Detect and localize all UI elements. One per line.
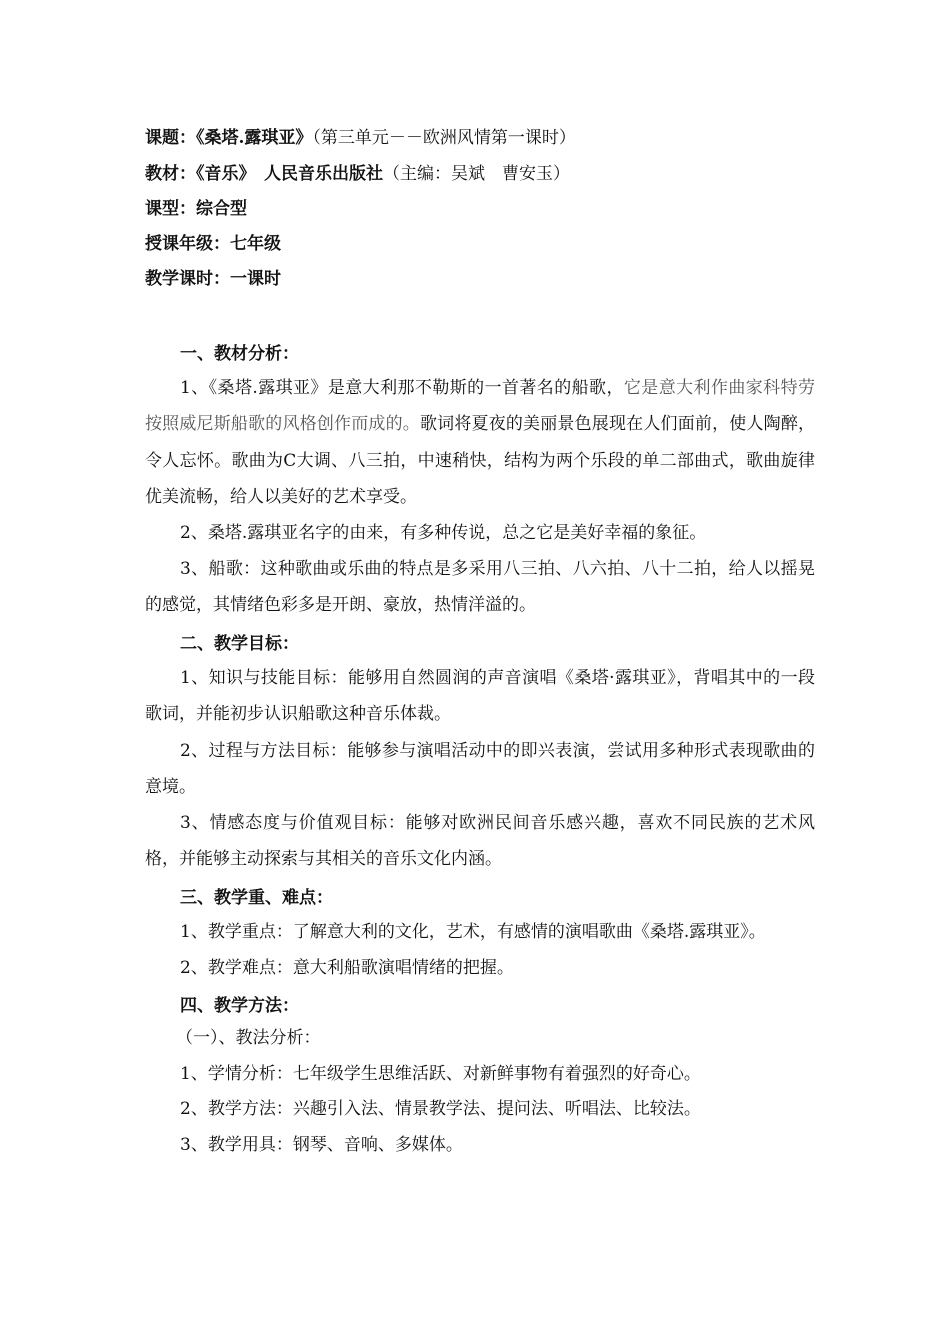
section-3-paragraph-2: 2、教学难点：意大利船歌演唱情绪的把握。 xyxy=(180,958,514,978)
material-book: 《音乐》 人民音乐出版社 xyxy=(196,164,383,184)
section-3-paragraph-1: 1、教学重点：了解意大利的文化，艺术，有感情的演唱歌曲《桑塔.露琪亚》。 xyxy=(180,922,766,942)
s1-p1-part-b: 它是意大利作曲家科特劳按照威尼斯船歌的风格创作而成的。 xyxy=(145,378,816,435)
section-1-paragraph-3: 3、船歌：这种歌曲或乐曲的特点是多采用八三拍、八六拍、八十二拍，给人以摇晃的感觉，其情绪色彩多是开朗、豪放，热情洋溢的。 xyxy=(145,559,815,616)
topic-note: （第三单元－－欧洲风情第一课时） xyxy=(312,128,576,148)
section-2-heading: 二、教学目标： xyxy=(180,634,299,654)
section-4-heading: 四、教学方法： xyxy=(180,996,299,1016)
section-4-paragraph-2: 2、教学方法：兴趣引入法、情景教学法、提问法、听唱法、比较法。 xyxy=(180,1099,701,1119)
lesson-type-line: 课型：综合型 xyxy=(145,199,247,219)
topic-title: 《桑塔.露琪亚》 xyxy=(196,128,313,148)
section-2-paragraph-1: 1、知识与技能目标：能够用自然圆润的声音演唱《桑塔·露琪亚》，背唱其中的一段歌词，并能初步认识船歌这种音乐体裁。 xyxy=(145,668,815,725)
hours-line: 教学课时：一课时 xyxy=(145,269,281,289)
section-2-paragraph-3: 3、情感态度与价值观目标：能够对欧洲民间音乐感兴趣，喜欢不同民族的艺术风格，并能够主动探索与其相关的音乐文化内涵。 xyxy=(145,813,815,870)
material-note: （主编：吴斌 曹安玉） xyxy=(383,164,570,184)
section-1-paragraph-2: 2、桑塔.露琪亚名字的由来，有多种传说，总之它是美好幸福的象征。 xyxy=(180,523,707,543)
section-2-paragraph-2: 2、过程与方法目标：能够参与演唱活动中的即兴表演，尝试用多种形式表现歌曲的意境。 xyxy=(145,741,815,798)
section-4-paragraph-1: 1、学情分析：七年级学生思维活跃、对新鲜事物有着强烈的好奇心。 xyxy=(180,1064,701,1084)
topic-line xyxy=(145,126,576,150)
section-4-subheading: （一）、教法分析： xyxy=(176,1028,321,1048)
material-label: 教材： xyxy=(145,164,196,184)
section-1-heading: 一、教材分析： xyxy=(180,344,299,364)
topic-label: 课题： xyxy=(145,128,196,148)
section-4-paragraph-3: 3、教学用具：钢琴、音响、多媒体。 xyxy=(180,1135,463,1155)
section-1-paragraph-1 xyxy=(145,370,815,515)
section-3-heading: 三、教学重、难点： xyxy=(180,888,333,908)
s1-p1-part-a: 1、《桑塔.露琪亚》是意大利那不勒斯的一首著名的船歌， xyxy=(180,378,624,398)
grade-line: 授课年级：七年级 xyxy=(145,234,281,254)
material-line xyxy=(145,162,570,186)
s1-p1-part-c: 歌词将夏夜的美丽景色展现在人们面前，使人陶醉，令人忘怀。歌曲为C大调、八三拍，中速稍快，结构为两个乐段的单二部曲式，歌曲旋律优美流畅，给人以美好的艺术享受。 xyxy=(145,414,816,507)
